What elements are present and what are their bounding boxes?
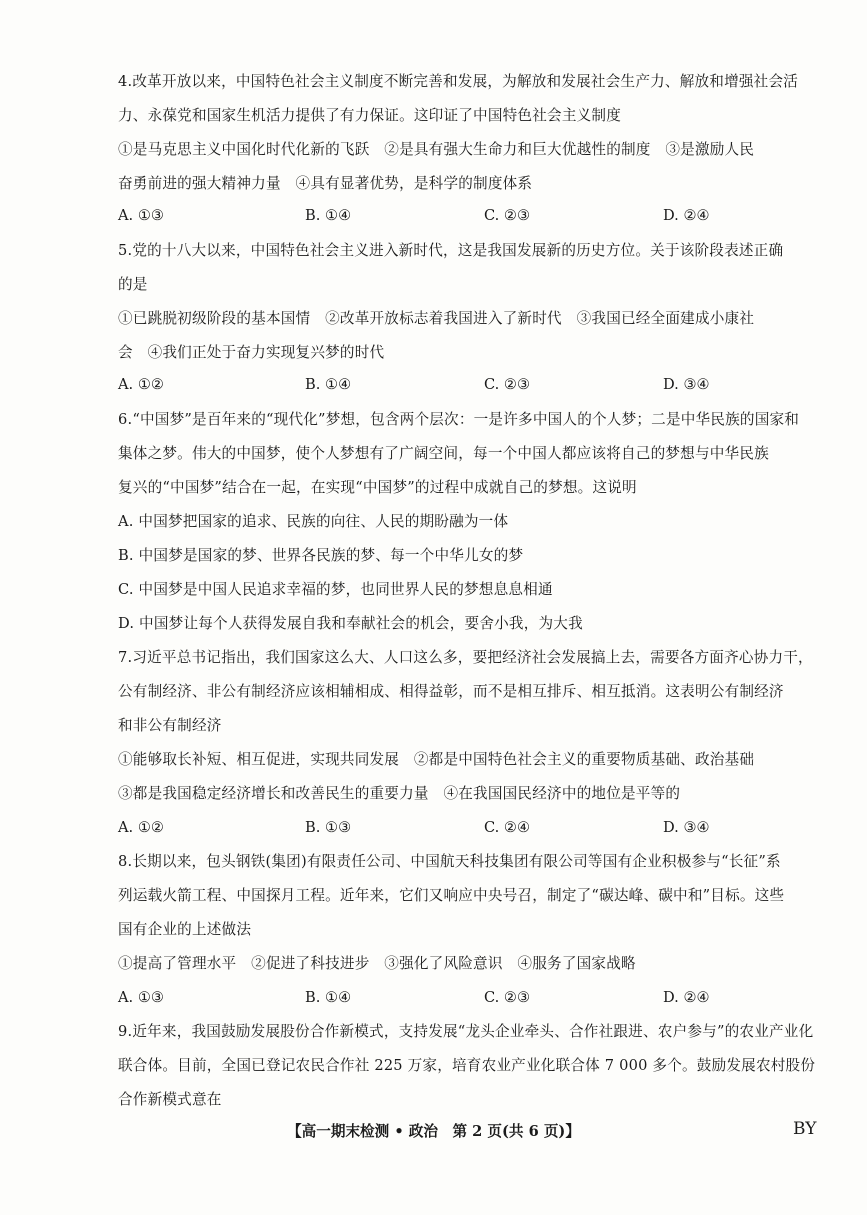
question-8-line-2: 列运载火箭工程、中国探月工程。近年来，它们又响应中央号召，制定了“碳达峰、碳中和”目标。这些 — [118, 887, 785, 904]
question-4-option-c: C. ②③ — [484, 207, 531, 224]
question-7-option-c: C. ②④ — [484, 819, 531, 836]
question-5-option-d: D. ③④ — [663, 376, 710, 393]
question-5-option-a: A. ①② — [118, 376, 164, 393]
question-9-line-1: 9.近年来，我国鼓励发展股份合作新模式，支持发展“龙头企业牵头、合作社跟进、农户参与”的农业产业化 — [118, 1023, 814, 1040]
page-footer-code: BY — [793, 1119, 817, 1139]
question-5-line-3: ①已跳脱初级阶段的基本国情 ②改革开放标志着我国进入了新时代 ③我国已经全面建成小康社 — [118, 310, 755, 327]
question-7-option-d: D. ③④ — [663, 819, 710, 836]
question-8-line-4: ①提高了管理水平 ②促进了科技进步 ③强化了风险意识 ④服务了国家战略 — [118, 955, 636, 972]
question-6-line-1: 6.“中国梦”是百年来的“现代化”梦想，包含两个层次：一是许多中国人的个人梦；二是中华民族的国家和 — [118, 411, 800, 428]
question-5-option-b: B. ①④ — [305, 376, 352, 393]
question-6-option-d: D. 中国梦让每个人获得发展自我和奉献社会的机会，要舍小我，为大我 — [118, 615, 583, 632]
question-7-line-4: ①能够取长补短、相互促进，实现共同发展 ②都是中国特色社会主义的重要物质基础、政治基础 — [118, 751, 755, 768]
question-8-line-3: 国有企业的上述做法 — [118, 921, 252, 938]
question-7-line-5: ③都是我国稳定经济增长和改善民生的重要力量 ④在我国国民经济中的地位是平等的 — [118, 785, 681, 802]
question-4-option-b: B. ①④ — [305, 207, 352, 224]
question-6-option-c: C. 中国梦是中国人民追求幸福的梦，也同世界人民的梦想息息相通 — [118, 581, 553, 598]
question-7-option-b: B. ①③ — [305, 819, 352, 836]
page-footer-title: 【高一期末检测 • 政治 第 2 页(共 6 页)】 — [287, 1123, 580, 1140]
question-7-option-a: A. ①② — [118, 819, 164, 836]
question-5-line-1: 5.党的十八大以来，中国特色社会主义进入新时代，这是我国发展新的历史方位。关于该阶段表述正确 — [118, 242, 784, 259]
question-5-line-2: 的是 — [118, 276, 148, 293]
question-5-line-4: 会 ④我们正处于奋力实现复兴梦的时代 — [118, 344, 385, 361]
question-6-option-b: B. 中国梦是国家的梦、世界各民族的梦、每一个中华儿女的梦 — [118, 547, 524, 564]
question-8-option-d: D. ②④ — [663, 989, 710, 1006]
question-4-line-4: 奋勇前进的强大精神力量 ④具有显著优势，是科学的制度体系 — [118, 175, 533, 192]
question-4-line-2: 力、永葆党和国家生机活力提供了有力保证。这印证了中国特色社会主义制度 — [118, 107, 621, 124]
question-4-option-d: D. ②④ — [663, 207, 710, 224]
question-9-line-3: 合作新模式意在 — [118, 1091, 222, 1108]
question-4-option-a: A. ①③ — [118, 207, 164, 224]
question-8-option-b: B. ①④ — [305, 989, 352, 1006]
question-6-line-2: 集体之梦。伟大的中国梦，使个人梦想有了广阔空间，每一个中国人都应该将自己的梦想与中华民族 — [118, 445, 769, 462]
question-7-line-1: 7.习近平总书记指出，我们国家这么大、人口这么多，要把经济社会发展搞上去，需要各方面齐心协力干， — [118, 649, 813, 666]
question-5-option-c: C. ②③ — [484, 376, 531, 393]
question-4-line-1: 4.改革开放以来，中国特色社会主义制度不断完善和发展，为解放和发展社会生产力、解放和增强社会活 — [118, 73, 799, 90]
question-7-line-3: 和非公有制经济 — [118, 717, 222, 734]
question-6-line-3: 复兴的“中国梦”结合在一起，在实现“中国梦”的过程中成就自己的梦想。这说明 — [118, 479, 637, 496]
question-8-line-1: 8.长期以来，包头钢铁(集团)有限责任公司、中国航天科技集团有限公司等国有企业积极参与“长征”系 — [118, 853, 781, 870]
question-7-line-2: 公有制经济、非公有制经济应该相辅相成、相得益彰，而不是相互排斥、相互抵消。这表明公有制经济 — [118, 683, 784, 700]
question-4-line-3: ①是马克思主义中国化时代化新的飞跃 ②是具有强大生命力和巨大优越性的制度 ③是激励人民 — [118, 141, 755, 158]
question-8-option-a: A. ①③ — [118, 989, 164, 1006]
question-6-option-a: A. 中国梦把国家的追求、民族的向往、人民的期盼融为一体 — [118, 513, 509, 530]
question-8-option-c: C. ②③ — [484, 989, 531, 1006]
question-9-line-2: 联合体。目前，全国已登记农民合作社 225 万家，培育农业产业化联合体 7 000 多个。鼓励发展农村股份 — [118, 1057, 816, 1074]
